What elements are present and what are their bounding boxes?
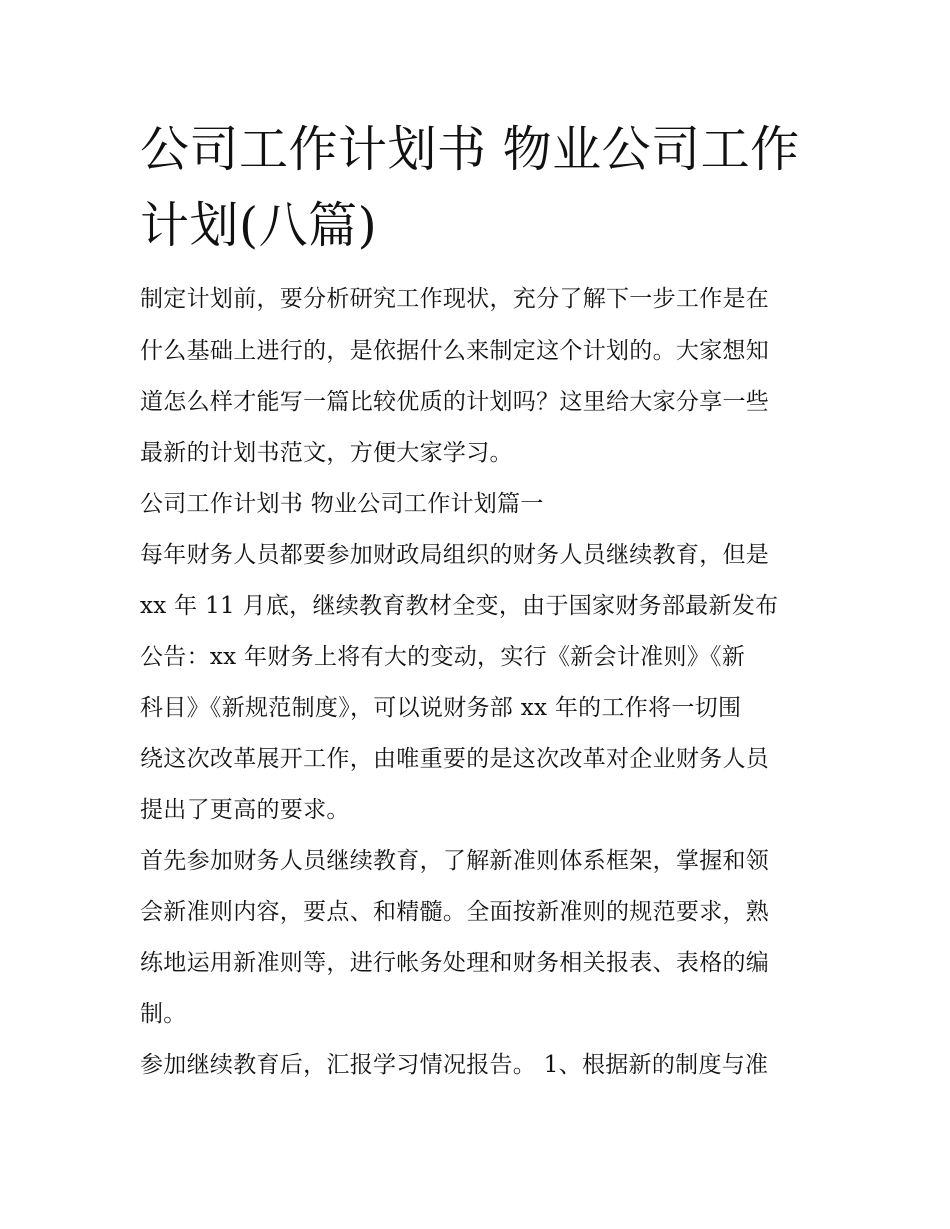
paragraph-line: 制。 (140, 1001, 187, 1027)
document-title: 公司工作计划书 物业公司工作计划(八篇) (140, 121, 800, 254)
paragraph-line: 绕这次改革展开工作，由唯重要的是这次改革对企业财务人员 (140, 746, 770, 772)
paragraph-line: 什么基础上进行的，是依据什么来制定这个计划的。大家想知 (140, 338, 770, 364)
paragraph-line: 参加继续教育后，汇报学习情况报告。 1、根据新的制度与准 (140, 1052, 769, 1078)
section-heading: 公司工作计划书 物业公司工作计划篇一 (140, 491, 544, 517)
paragraph-line: 练地运用新准则等，进行帐务处理和财务相关报表、表格的编 (140, 950, 770, 976)
paragraph-line: 公告：xx 年财务上将有大的变动，实行《新会计准则》《新 (140, 644, 746, 670)
paragraph-line: 每年财务人员都要参加财政局组织的财务人员继续教育，但是 (140, 542, 770, 568)
paragraph-line: xx 年 11 月底，继续教育教材全变，由于国家财务部最新发布 (140, 593, 779, 619)
paragraph-line: 科目》《新规范制度》，可以说财务部 xx 年的工作将一切围 (140, 695, 742, 721)
paragraph-line: 道怎么样才能写一篇比较优质的计划吗？这里给大家分享一些 (140, 389, 770, 415)
paragraph-line: 会新准则内容，要点、和精髓。全面按新准则的规范要求，熟 (140, 899, 770, 925)
paragraph-line: 首先参加财务人员继续教育，了解新准则体系框架，掌握和领 (140, 848, 770, 874)
paragraph-line: 提出了更高的要求。 (140, 797, 350, 823)
paragraph-line: 最新的计划书范文，方便大家学习。 (140, 440, 513, 466)
paragraph-line: 制定计划前，要分析研究工作现状，充分了解下一步工作是在 (140, 286, 770, 312)
